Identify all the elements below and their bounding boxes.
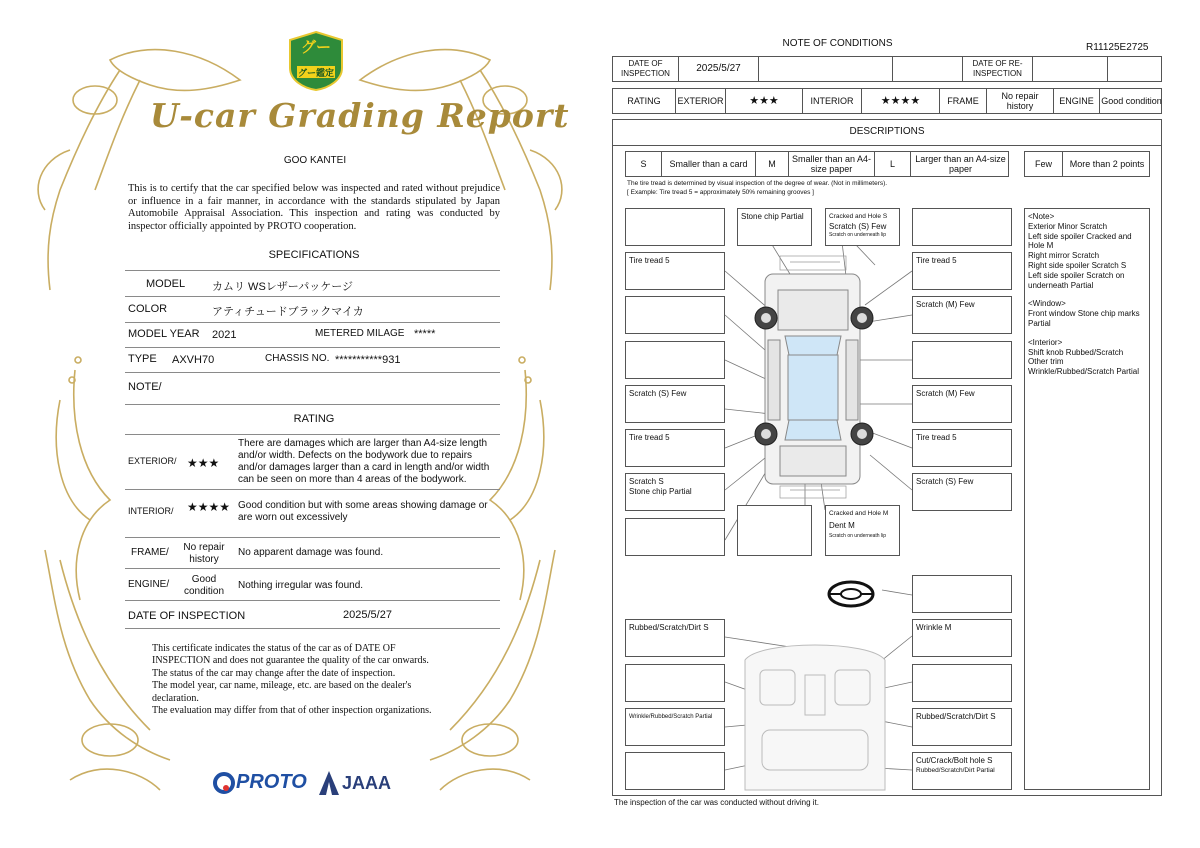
reference-number: R11125E2725 — [1086, 42, 1149, 53]
damage-text: Stone chip Partial — [741, 212, 804, 221]
engine-label: ENGINE — [1054, 89, 1100, 113]
damage-text: Rubbed/Scratch/Dirt Partial — [916, 767, 995, 774]
damage-text: Tire tread 5 — [629, 256, 670, 265]
date-of-inspection-label: DATE OF INSPECTION — [613, 57, 679, 81]
engine-label: ENGINE/ — [128, 579, 170, 590]
interior-stars: ★★★★ — [187, 500, 231, 514]
exterior-stars: ★★★ — [187, 456, 220, 470]
specs-heading: SPECIFICATIONS — [268, 249, 360, 261]
certificate-footer — [152, 643, 432, 717]
interior-description: Good condition but with some areas showing damage or are worn out excessively — [238, 500, 488, 523]
exterior-stars: ★★★ — [726, 89, 803, 113]
damage-box — [737, 208, 812, 246]
legend-few-desc: More than 2 points — [1069, 159, 1145, 169]
certificate-intro: This is to certify that the car specified below was inspected and rated without prejudice or influence in a fair manner, in accordance with the standards stipulated by Japan Automobile Appraisal Association. This inspection and rating was conducted by inspector officially appointed by PROTO cooperation. — [128, 183, 500, 232]
damage-box — [912, 473, 1012, 511]
damage-text: Cracked and Hole M — [829, 510, 889, 517]
damage-box — [625, 252, 725, 290]
damage-box — [625, 296, 725, 334]
legend-l-desc: Larger than an A4-size paper — [915, 154, 1006, 174]
damage-text: Scratch (S) Few — [916, 477, 974, 486]
note-line: Left side spoiler Cracked and Hole M — [1028, 231, 1132, 251]
type-label: TYPE — [128, 353, 157, 365]
note-line: <Window> — [1028, 299, 1066, 309]
note-line: Exterior Minor Scratch — [1028, 221, 1108, 231]
damage-text: Scratch (M) Few — [916, 389, 975, 398]
note-label: NOTE/ — [128, 381, 162, 393]
legend-l: L — [875, 152, 911, 176]
date-of-inspection-label: DATE OF INSPECTION — [128, 610, 246, 622]
legend-m: M — [756, 152, 789, 176]
note-line: Right side spoiler Scratch S — [1028, 260, 1127, 270]
frame-value: No repair history — [987, 89, 1054, 113]
damage-text: Wrinkle M — [916, 623, 952, 632]
damage-text: Dent M — [829, 521, 855, 530]
damage-box — [912, 708, 1012, 746]
type-value: AXVH70 — [172, 354, 215, 366]
interior-label: INTERIOR — [803, 89, 862, 113]
damage-text: Cut/Crack/Bolt hole S — [916, 756, 993, 765]
damage-text: Rubbed/Scratch/Dirt S — [916, 712, 996, 721]
damage-box — [825, 208, 900, 246]
color-label: COLOR — [128, 303, 168, 315]
color-value: アティチュードブラックマイカ — [212, 306, 364, 318]
badge-kantei-text: グー鑑定 — [297, 68, 334, 78]
note-of-conditions-sheet — [600, 0, 1200, 848]
report-title: U-car Grading Report — [150, 96, 570, 135]
damage-box — [625, 429, 725, 467]
model-year-value: 2021 — [212, 329, 237, 341]
rating-label: RATING — [613, 89, 676, 113]
report-subtitle: GOO KANTEI — [283, 155, 347, 166]
damage-text: Tire tread 5 — [916, 256, 957, 265]
damage-box — [912, 752, 1012, 790]
exterior-label: EXTERIOR/ — [128, 456, 177, 466]
date-of-inspection-value: 2025/5/27 — [679, 57, 759, 81]
note-line: <Interior> — [1028, 337, 1063, 347]
damage-box — [825, 505, 900, 556]
interior-stars: ★★★★ — [862, 89, 940, 113]
sheet-title: NOTE OF CONDITIONS — [782, 38, 893, 49]
damage-box — [625, 341, 725, 379]
interior-label: INTERIOR/ — [128, 506, 174, 516]
note-line: Front window Stone chip marks Partial — [1028, 309, 1140, 328]
legend-s-desc: Smaller than a card — [662, 152, 756, 176]
jaaa-logo-text: JAAA — [342, 773, 392, 793]
jaaa-logo-icon — [318, 770, 340, 796]
model-value: カムリ WSレザーパッケージ — [212, 281, 354, 293]
exterior-description: There are damages which are larger than A4-size length and/or width. Defects on the bodywork due to repairs and/or damages larger than a card in length and/or width can be seen on more than 4 areas of the bodywork. — [238, 438, 490, 485]
date-of-inspection-value: 2025/5/27 — [343, 609, 392, 621]
engine-value: Good condition — [183, 574, 225, 597]
damage-box — [912, 664, 1012, 702]
notes-panel — [1024, 208, 1150, 790]
footer-line: INSPECTION and does not guarantee the quality of the car onwards. — [152, 655, 429, 667]
footer-line: The evaluation may differ from that of other inspection organizations. — [152, 705, 432, 717]
footer-line: The model year, car name, mileage, etc. are based on the dealer's — [152, 680, 412, 692]
damage-box — [912, 296, 1012, 334]
damage-box — [625, 664, 725, 702]
legend-s: S — [626, 152, 662, 176]
damage-box — [625, 385, 725, 423]
note-line: Wrinkle/Rubbed/Scratch Partial — [1028, 367, 1140, 377]
damage-box — [912, 429, 1012, 467]
model-year-label: MODEL YEAR — [128, 328, 200, 340]
damage-text: Scratch S — [629, 477, 664, 486]
damage-box — [912, 619, 1012, 657]
tire-note-2: [ Example: Tire tread 5 = approximately 50% remaining grooves ] — [627, 189, 814, 196]
engine-description: Nothing irregular was found. — [238, 580, 364, 591]
note-line: Shift knob Rubbed/Scratch — [1028, 347, 1124, 357]
date-of-reinspection-label: DATE OF RE-INSPECTION — [963, 57, 1033, 81]
proto-logo-text: PROTO — [236, 771, 307, 793]
badge-goo-text: グー — [300, 38, 331, 56]
damage-text: Scratch (S) Few — [829, 222, 887, 231]
frame-value: No repair history — [183, 542, 225, 565]
damage-text: Cracked and Hole S — [829, 213, 888, 220]
descriptions-heading: DESCRIPTIONS — [849, 126, 925, 137]
damage-text: Tire tread 5 — [629, 433, 670, 442]
damage-box — [737, 505, 812, 556]
damage-text: Scratch (M) Few — [916, 300, 975, 309]
footer-line: The status of the car may change after the date of inspection. — [152, 667, 396, 679]
damage-text: Rubbed/Scratch/Dirt S — [629, 623, 709, 632]
note-line: Other trim — [1028, 357, 1064, 367]
footer-line: declaration. — [152, 692, 199, 704]
mileage-value: ***** — [414, 328, 436, 340]
damage-box — [625, 708, 725, 746]
proto-logo-icon — [212, 771, 236, 795]
damage-box — [625, 752, 725, 790]
engine-value: Good condition — [1101, 96, 1162, 106]
damage-text: Stone chip Partial — [629, 487, 692, 496]
steering-wheel-icon — [829, 582, 873, 606]
legend-m-desc: Smaller than an A4-size paper — [789, 152, 875, 176]
rating-heading: RATING — [293, 413, 335, 425]
damage-box — [912, 341, 1012, 379]
model-label: MODEL — [146, 278, 186, 290]
damage-box — [625, 619, 725, 657]
frame-description: No apparent damage was found. — [238, 547, 384, 558]
damage-text: Scratch on underneath lip — [829, 232, 886, 238]
damage-box — [912, 208, 1012, 246]
chassis-label: CHASSIS NO. — [265, 353, 330, 364]
damage-text: Scratch (S) Few — [629, 389, 687, 398]
damage-text: Scratch on underneath lip — [829, 533, 886, 539]
chassis-value: ***********931 — [335, 354, 401, 366]
damage-box — [912, 385, 1012, 423]
mileage-label: METERED MILAGE — [315, 328, 405, 339]
damage-box — [912, 252, 1012, 290]
tire-note-1: The tire tread is determined by visual inspection of the degree of wear. (Not in millimeters). — [627, 180, 888, 187]
damage-box — [625, 473, 725, 511]
note-line: Left side spoiler Scratch on underneath Partial — [1028, 270, 1125, 290]
damage-text: Wrinkle/Rubbed/Scratch Partial — [629, 714, 713, 720]
frame-label: FRAME — [940, 89, 987, 113]
note-line: Right mirror Scratch — [1028, 251, 1100, 261]
note-line: <Note> — [1028, 212, 1055, 221]
sheet-footer: The inspection of the car was conducted without driving it. — [614, 798, 819, 807]
footer-line: This certificate indicates the status of the car as of DATE OF — [152, 643, 396, 654]
legend-few: Few — [1025, 152, 1063, 176]
damage-box — [625, 518, 725, 556]
exterior-label: EXTERIOR — [676, 89, 726, 113]
damage-box — [912, 575, 1012, 613]
frame-label: FRAME/ — [131, 547, 169, 558]
damage-box — [625, 208, 725, 246]
damage-text: Tire tread 5 — [916, 433, 957, 442]
